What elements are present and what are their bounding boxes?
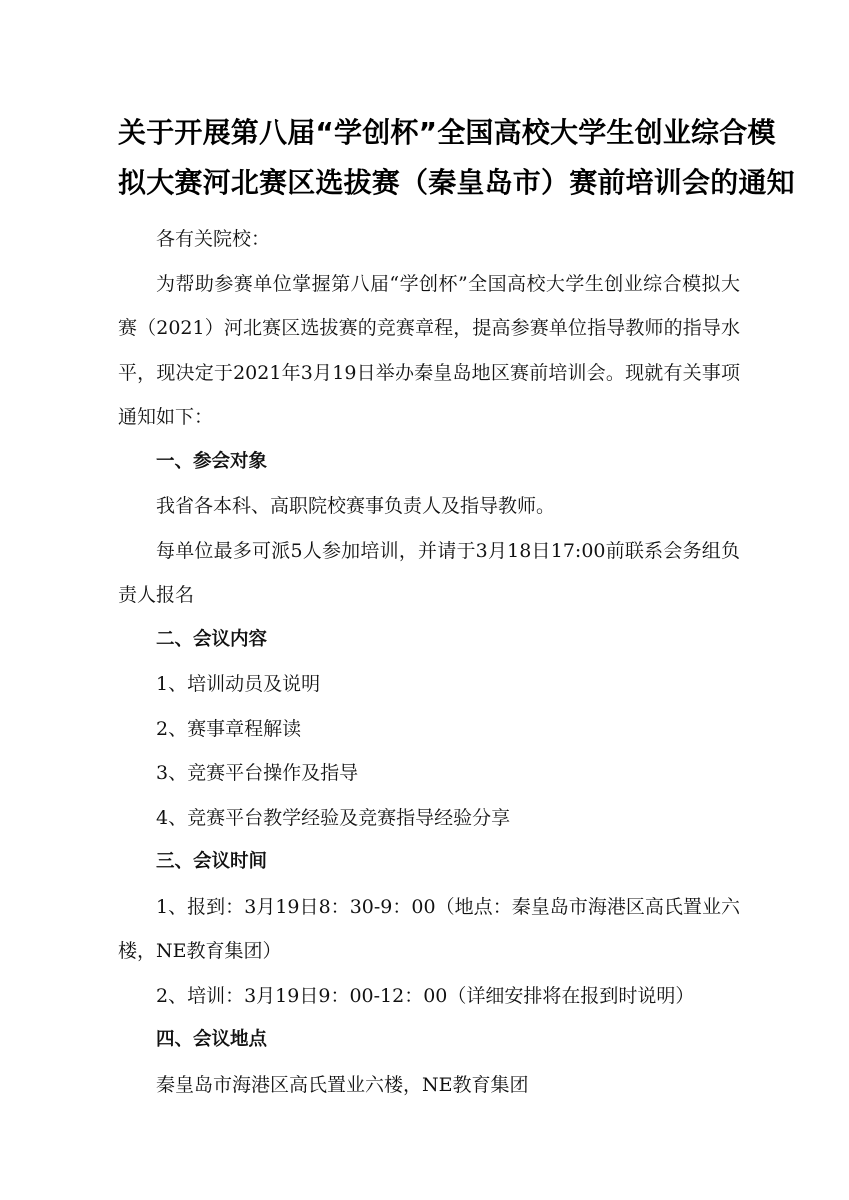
intro-paragraph: 为帮助参赛单位掌握第八届“学创杯”全国高校大学生创业综合模拟大赛（2021）河北赛区选拔赛的竞赛章程，提高参赛单位指导教师的指导水平，现决定于2021年3月19日举办秦皇岛地区赛前培训会。现就有关事项通知如下： — [118, 272, 740, 428]
time-item-checkin: 1、报到：3月19日8：30-9：00（地点：秦皇岛市海港区高氏置业六楼，NE教育集团） — [118, 895, 740, 962]
location-paragraph: 秦皇岛市海港区高氏置业六楼，NE教育集团 — [156, 1073, 529, 1096]
content-item: 4、竞赛平台教学经验及竞赛指导经验分享 — [156, 806, 511, 829]
section-heading-time: 三、会议时间 — [156, 851, 268, 872]
participants-paragraph: 我省各本科、高职院校赛事负责人及指导教师。 — [156, 495, 556, 517]
title-line-2: 拟大赛河北赛区选拔赛（秦皇岛市）赛前培训会的通知 — [118, 166, 795, 199]
time-item-training: 2、培训：3月19日9：00-12：00（详细安排将在报到时说明） — [156, 984, 695, 1007]
registration-paragraph: 每单位最多可派5人参加培训，并请于3月18日17:00前联系会务组负责人报名 — [118, 539, 740, 606]
document-title — [118, 108, 795, 208]
content-item: 2、赛事章程解读 — [156, 717, 302, 740]
section-heading-location: 四、会议地点 — [156, 1029, 268, 1050]
title-line-1: 关于开展第八届“学创杯”全国高校大学生创业综合模 — [118, 116, 776, 149]
salutation: 各有关院校： — [156, 228, 271, 250]
content-item: 3、竞赛平台操作及指导 — [156, 762, 359, 784]
section-heading-content: 二、会议内容 — [156, 628, 268, 650]
content-item: 1、培训动员及说明 — [156, 673, 321, 695]
document-body — [118, 217, 740, 1107]
section-heading-participants: 一、参会对象 — [156, 450, 268, 472]
